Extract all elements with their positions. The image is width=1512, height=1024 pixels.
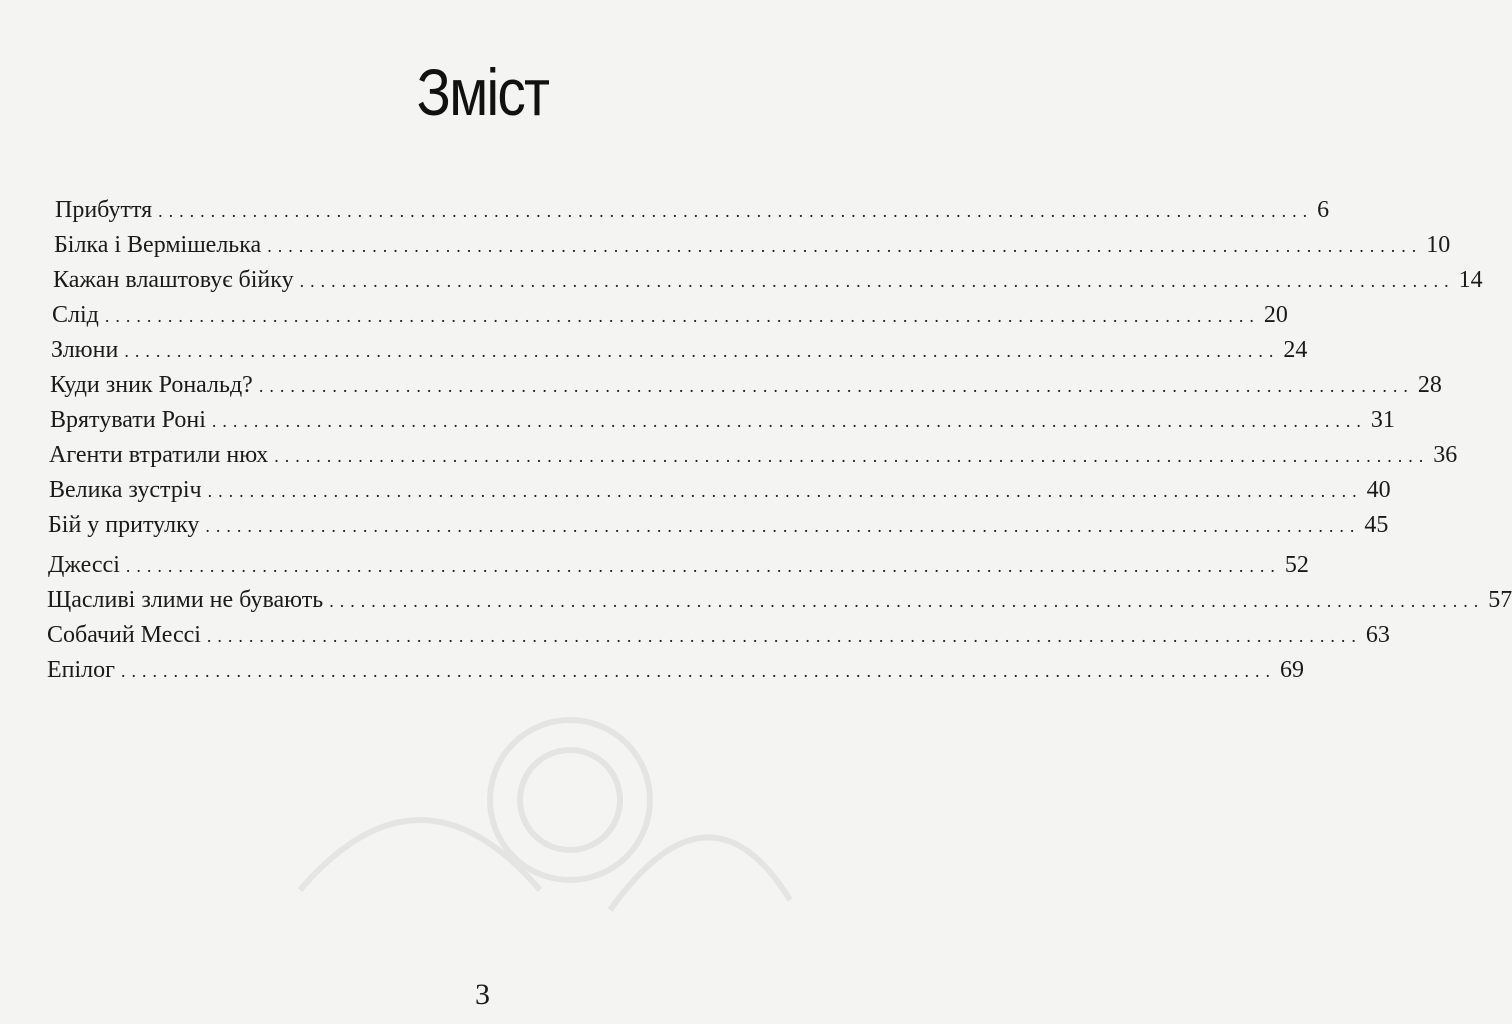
toc-entry-page: 69 xyxy=(1280,657,1304,683)
toc-entry-title: Агенти втратили нюх xyxy=(49,442,269,468)
toc-entry-title: Злюни xyxy=(51,337,119,363)
toc-entry-title: Собачий Мессі xyxy=(47,622,201,648)
toc-leader-dots: .............................................................................................................. xyxy=(299,271,1455,291)
toc-entry-page: 28 xyxy=(1417,372,1442,398)
toc-entry[interactable] xyxy=(48,510,1389,541)
toc-entry-page: 40 xyxy=(1366,477,1391,503)
toc-leader-dots: .............................................................................................................. xyxy=(267,236,1423,256)
toc-leader-dots: .............................................................................................................. xyxy=(329,591,1485,611)
toc-entry-page: 14 xyxy=(1458,267,1483,293)
toc-entry-page: 6 xyxy=(1317,197,1330,223)
toc-entry-title: Білка і Вермішелька xyxy=(54,232,262,258)
toc-entry[interactable] xyxy=(48,550,1309,581)
toc-entry[interactable] xyxy=(55,195,1330,226)
toc-entry-title: Кажан влаштовує бійку xyxy=(53,267,294,293)
toc-entry-title: Епілог xyxy=(47,657,115,683)
toc-leader-dots: .............................................................................................................. xyxy=(121,661,1276,681)
page-number: 3 xyxy=(475,978,490,1011)
toc-entry[interactable] xyxy=(47,655,1304,686)
toc-leader-dots: .............................................................................................................. xyxy=(207,481,1363,501)
toc-entry-page: 24 xyxy=(1283,337,1308,363)
toc-entry-page: 31 xyxy=(1370,407,1395,433)
toc-leader-dots: .............................................................................................................. xyxy=(274,446,1430,466)
toc-entry-page: 63 xyxy=(1365,622,1390,648)
toc-entry[interactable] xyxy=(47,620,1390,651)
toc-entry-title: Велика зустріч xyxy=(49,477,202,503)
toc-entry[interactable] xyxy=(50,370,1442,401)
toc-entry[interactable] xyxy=(54,230,1451,261)
toc-entry-title: Щасливі злими не бувають xyxy=(47,587,324,613)
toc-entry-page: 45 xyxy=(1364,512,1389,538)
toc-entry[interactable] xyxy=(49,440,1458,471)
toc-entry-page: 10 xyxy=(1426,232,1451,258)
toc-entry-title: Прибуття xyxy=(55,197,153,223)
toc-entry-title: Джессі xyxy=(48,552,120,578)
toc-entry[interactable] xyxy=(49,475,1391,506)
toc-leader-dots: .............................................................................................................. xyxy=(258,376,1414,396)
toc-entry-title: Врятувати Роні xyxy=(50,407,206,433)
page-title: Зміст xyxy=(416,55,549,129)
toc-entry[interactable] xyxy=(47,585,1512,616)
toc-entry-title: Бій у притулку xyxy=(48,512,200,538)
toc-entry[interactable] xyxy=(52,300,1288,331)
toc-leader-dots: .............................................................................................................. xyxy=(205,516,1361,536)
toc-leader-dots: .............................................................................................................. xyxy=(158,201,1314,221)
toc-leader-dots: .............................................................................................................. xyxy=(211,411,1367,431)
toc-entry-page: 20 xyxy=(1263,302,1288,328)
toc-entry-title: Куди зник Рональд? xyxy=(50,372,253,398)
toc-entry-title: Слід xyxy=(52,302,99,328)
toc-entry-page: 57 xyxy=(1488,587,1512,613)
toc-entry[interactable] xyxy=(53,265,1483,296)
toc-leader-dots: .............................................................................................................. xyxy=(125,556,1281,576)
toc-entry-page: 52 xyxy=(1284,552,1309,578)
toc-entry-page: 36 xyxy=(1433,442,1458,468)
toc-leader-dots: .............................................................................................................. xyxy=(104,306,1260,326)
toc-leader-dots: .............................................................................................................. xyxy=(206,626,1362,646)
toc-leader-dots: .............................................................................................................. xyxy=(124,341,1280,361)
toc-entry[interactable] xyxy=(50,405,1395,436)
toc-entry[interactable] xyxy=(51,335,1308,366)
